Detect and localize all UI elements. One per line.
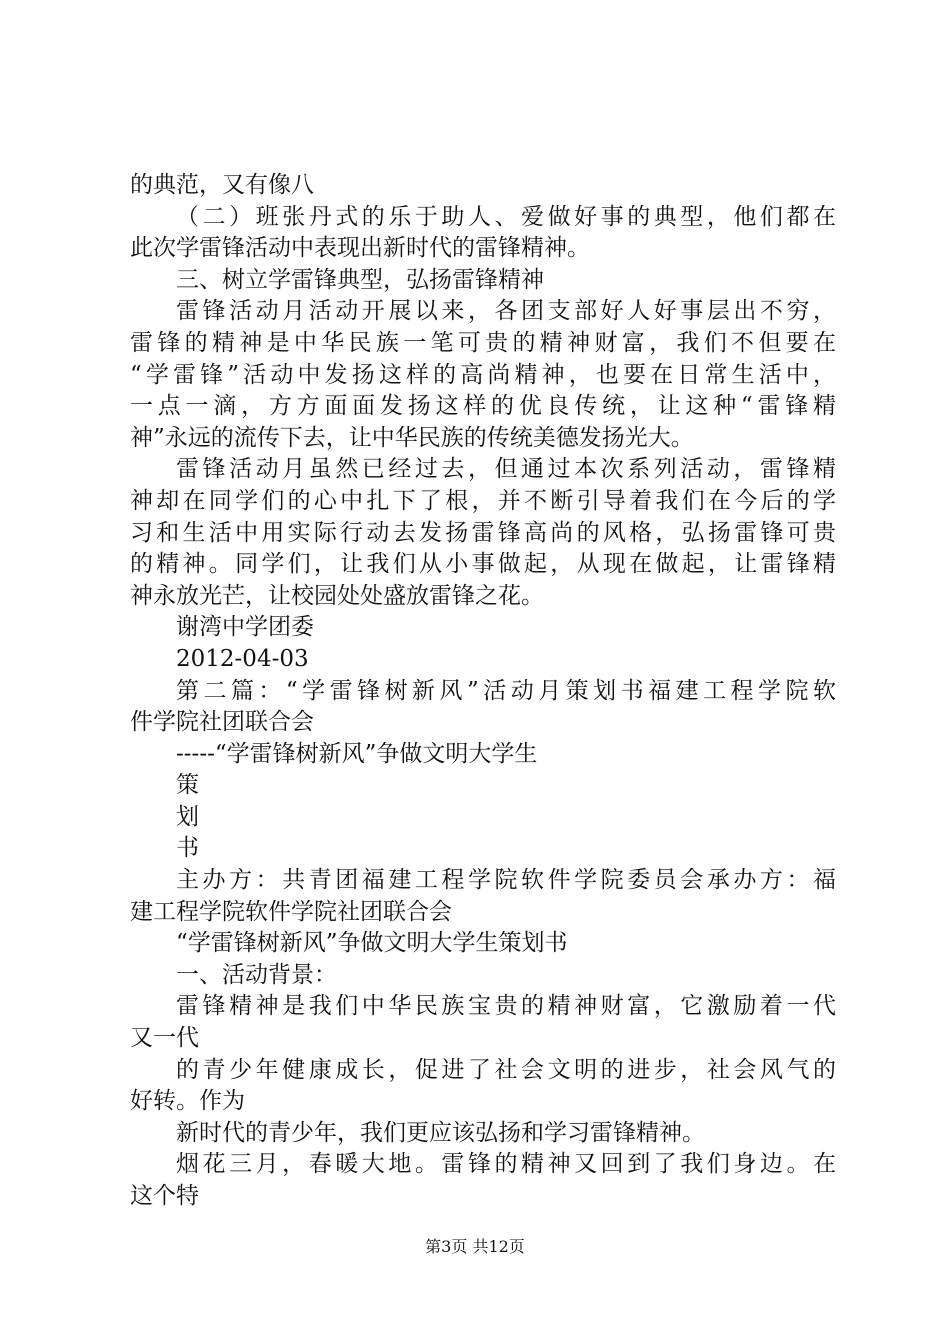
text-line: （二）班张丹式的乐于助人、爱做好事的典型，他们都在 — [176, 203, 836, 230]
text-line: 一点一滴，方方面面发扬这样的优良传统，让这种“雷锋精 — [130, 393, 836, 420]
text-line: 神却在同学们的心中扎下了根，并不断引导着我们在今后的学 — [130, 487, 836, 514]
text-line: 烟花三月，春暖大地。雷锋的精神又回到了我们身边。在 — [176, 1151, 836, 1178]
text-line: 建工程学院软件学院社团联合会 — [130, 898, 452, 925]
text-line: 此次学雷锋活动中表现出新时代的雷锋精神。 — [130, 235, 590, 262]
plan-title: “学雷锋树新风”争做文明大学生策划书 — [176, 930, 568, 957]
text-line: 又一代 — [130, 1025, 199, 1052]
text-line: 的精神。同学们，让我们从小事做起，从现在做起，让雷锋精 — [130, 551, 836, 578]
text-line: 主办方：共青团福建工程学院软件学院委员会承办方：福 — [176, 867, 836, 894]
text-line: 雷锋的精神是中华民族一笔可贵的精神财富，我们不但要在 — [130, 329, 836, 356]
text-line: 神永放光芒，让校园处处盛放雷锋之花。 — [130, 582, 544, 609]
page-number-footer: 第3页 共12页 — [425, 1237, 525, 1256]
chapter-heading: 第二篇：“学雷锋树新风”活动月策划书福建工程学院软 — [176, 677, 836, 704]
text-line: 的青少年健康成长，促进了社会文明的进步，社会风气的 — [176, 1056, 836, 1083]
text-line: 神”永远的流传下去，让中华民族的传统美德发扬光大。 — [130, 424, 694, 451]
text-line: 好转。作为 — [130, 1088, 245, 1115]
text-line: 新时代的青少年，我们更应该弘扬和学习雷锋精神。 — [176, 1119, 705, 1146]
signature-org: 谢湾中学团委 — [176, 614, 314, 641]
text-line: 策 — [176, 772, 199, 799]
signature-date: 2012-04-03 — [176, 645, 309, 672]
subtitle-line: -----“学雷锋树新风”争做文明大学生 — [176, 740, 538, 767]
text-line: “学雷锋”活动中发扬这样的高尚精神，也要在日常生活中， — [130, 361, 836, 388]
text-line: 雷锋精神是我们中华民族宝贵的精神财富，它激励着一代 — [176, 993, 836, 1020]
text-line: 的典范，又有像八 — [130, 172, 314, 198]
text-line: 划 — [176, 803, 199, 830]
document-body — [130, 170, 836, 1213]
text-line: 件学院社团联合会 — [130, 709, 314, 736]
text-line: 这个特 — [130, 1183, 199, 1209]
text-line: 雷锋活动月活动开展以来，各团支部好人好事层出不穷， — [176, 298, 836, 325]
text-line: 习和生活中用实际行动去发扬雷锋高尚的风格，弘扬雷锋可贵 — [130, 519, 836, 546]
text-line: 雷锋活动月虽然已经过去，但通过本次系列活动，雷锋精 — [176, 456, 836, 483]
section-heading: 三、树立学雷锋典型，弘扬雷锋精神 — [176, 266, 544, 293]
text-line: 书 — [176, 835, 199, 862]
section-heading: 一、活动背景： — [176, 961, 337, 988]
